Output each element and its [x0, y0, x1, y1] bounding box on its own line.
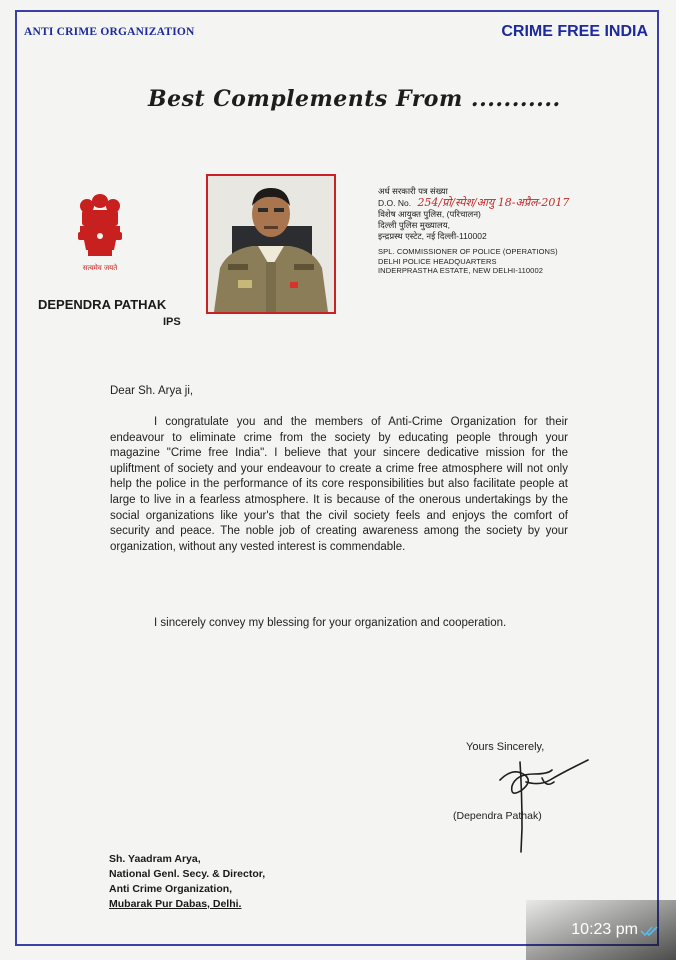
english-address-line: SPL. COMMISSIONER OF POLICE (OPERATIONS): [378, 247, 558, 256]
signature-icon: [492, 752, 592, 856]
do-number-line: [378, 197, 658, 209]
addressee-line: Anti Crime Organization,: [109, 883, 233, 895]
do-label: D.O. No.: [378, 198, 412, 208]
addressee-line: National Genl. Secy. & Director,: [109, 868, 266, 880]
salutation: Dear Sh. Arya ji,: [110, 385, 194, 397]
emblem-motto: सत्यमेव जयते: [82, 264, 118, 272]
organization-header: ANTI CRIME ORGANIZATION: [24, 26, 195, 38]
hindi-address-line: विशेष आयुक्त पुलिस, (परिचालन): [378, 209, 481, 219]
body-paragraph: I congratulate you and the members of Anti-Crime Organization for their endeavour to eliminate crime from the society by educating people through your magazine "Crime free India". I believe that your sincere dedicative mission for the upliftment of society and your endeavour to create a crime free atmosphere will not only help the police in the performance of its core responsibilities but also facilitate people at large to live in a fearless atmosphere. It is because of the onerous undertakings by the social organizations like your's that the civil society feels and enjoys the comfort of security and peace. The noble job of creating awareness among the society by your organization, without any vested interest is commendable.: [110, 416, 568, 553]
signatory-name: (Dependra Pathak): [453, 810, 542, 822]
double-check-icon: [640, 925, 660, 937]
message-timestamp-overlay: [526, 900, 676, 960]
officer-photo: [206, 174, 336, 314]
reference-block: [378, 186, 658, 276]
hindi-address-line: इन्द्रप्रस्थ एस्टेट, नई दिल्ली-110002: [378, 231, 487, 241]
reference-heading: अर्ध सरकारी पत्र संख्या: [378, 186, 448, 196]
english-address-line: INDERPRASTHA ESTATE, NEW DELHI-110002: [378, 266, 543, 275]
addressee-address: Mubarak Pur Dabas, Delhi.: [109, 898, 242, 910]
greeting-banner: Best Complements From ...........: [148, 86, 561, 112]
closing: Yours Sincerely,: [466, 741, 545, 753]
officer-name: DEPENDRA PATHAK: [38, 297, 167, 312]
magazine-header: CRIME FREE INDIA: [501, 23, 648, 40]
do-number: 254/प्रो/स्पेश/आयु 18-अप्रैल-2017: [417, 196, 570, 209]
hindi-address-line: दिल्ली पुलिस मुख्यालय,: [378, 220, 451, 230]
officer-service: IPS: [163, 316, 181, 328]
message-time: 10:23 pm: [571, 921, 638, 938]
body-paragraph: I sincerely convey my blessing for your organization and cooperation.: [154, 617, 507, 629]
officer-portrait-icon: [208, 176, 334, 312]
english-address-line: DELHI POLICE HEADQUARTERS: [378, 256, 497, 266]
addressee-block: [109, 852, 265, 912]
addressee-line: Sh. Yaadram Arya,: [109, 853, 201, 865]
national-emblem-icon: [70, 192, 130, 278]
